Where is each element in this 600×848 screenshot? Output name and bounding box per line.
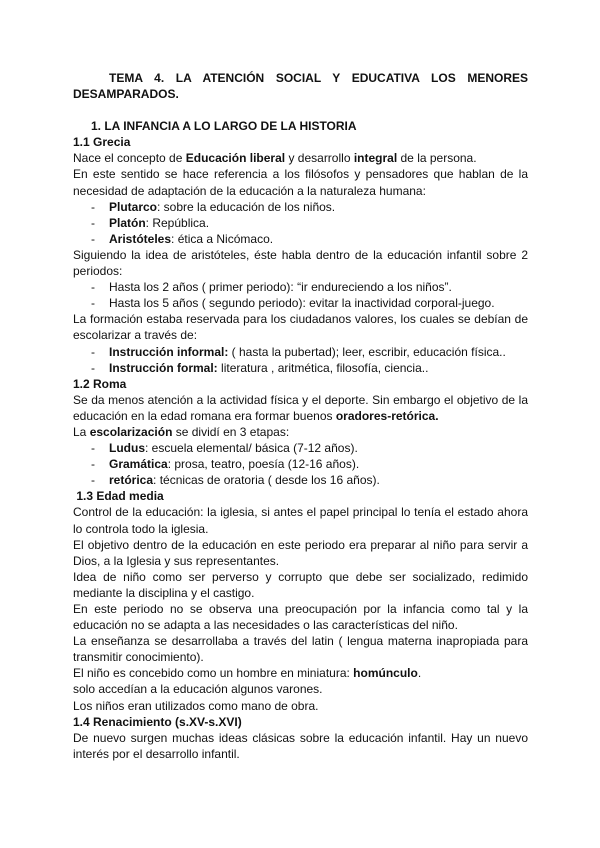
subsection-heading-edad-media: 1.3 Edad media bbox=[73, 489, 164, 504]
paragraph: Control de la educación: la iglesia, si antes el papel principal lo tenía el estado ahora lo controla todo la iglesia. bbox=[73, 505, 528, 536]
paragraph: En este periodo no se observa una preocupación por la infancia como tal y la educación no se adapta a las necesidades o las características del niño. bbox=[73, 602, 528, 633]
bullet-list bbox=[73, 440, 528, 488]
subsection-heading-roma: 1.2 Roma bbox=[73, 376, 127, 391]
section-heading-infancia: 1. LA INFANCIA A LO LARGO DE LA HISTORIA bbox=[91, 119, 357, 134]
list-item: - Aristóteles: ética a Nicómaco. bbox=[91, 231, 274, 246]
subsection-heading-renacimiento: 1.4 Renacimiento (s.XV-s.XVI) bbox=[73, 714, 242, 729]
bullet-list bbox=[73, 344, 528, 376]
list-item: - Hasta los 5 años ( segundo periodo): evitar la inactividad corporal-juego. bbox=[91, 296, 495, 311]
list-item: - Instrucción formal: literatura , aritmética, filosofía, ciencia.. bbox=[91, 360, 429, 375]
list-item: - Ludus: escuela elemental/ básica (7-12 años). bbox=[91, 441, 358, 456]
list-item: - retórica: técnicas de oratoria ( desde los 16 años). bbox=[91, 473, 380, 488]
paragraph: De nuevo surgen muchas ideas clásicas sobre la educación infantil. Hay un nuevo interés por el desarrollo infantil. bbox=[73, 730, 528, 761]
paragraph: La formación estaba reservada para los ciudadanos valores, los cuales se debían de escolarizar a través de: bbox=[73, 312, 528, 343]
paragraph: Nace el concepto de Educación liberal y desarrollo integral de la persona. bbox=[73, 151, 477, 166]
paragraph: La escolarización se dividí en 3 etapas: bbox=[73, 424, 290, 439]
paragraph: Se da menos atención a la actividad física y el deporte. Sin embargo el objetivo de la educación en la edad romana era formar buenos oradores-retórica. bbox=[73, 392, 528, 423]
bullet-list bbox=[73, 279, 528, 311]
paragraph: La enseñanza se desarrollaba a través del latin ( lengua materna inapropiada para transmitir conocimiento). bbox=[73, 634, 528, 665]
paragraph: El niño es concebido como un hombre en miniatura: homúnculo. bbox=[73, 666, 422, 681]
bullet-list bbox=[73, 199, 528, 247]
list-item: - Plutarco: sobre la educación de los niños. bbox=[91, 199, 336, 214]
paragraph: Los niños eran utilizados como mano de obra. bbox=[73, 698, 319, 713]
subsection-heading-grecia: 1.1 Grecia bbox=[73, 135, 131, 150]
list-item: - Instrucción informal: ( hasta la pubertad); leer, escribir, educación física.. bbox=[91, 344, 506, 359]
document-page bbox=[73, 70, 528, 762]
paragraph: Siguiendo la idea de aristóteles, éste habla dentro de la educación infantil sobre 2 periodos: bbox=[73, 247, 528, 279]
paragraph: solo accedían a la educación algunos varones. bbox=[73, 682, 323, 697]
list-item: - Platón: República. bbox=[91, 215, 210, 230]
list-item: - Gramática: prosa, teatro, poesía (12-16 años). bbox=[91, 457, 360, 472]
paragraph: Idea de niño como ser perverso y corrupto que debe ser socializado, redimido mediante la disciplina y el castigo. bbox=[73, 569, 528, 600]
paragraph: En este sentido se hace referencia a los filósofos y pensadores que hablan de la necesidad de adaptación de la educación a la naturaleza humana: bbox=[73, 167, 528, 198]
paragraph: El objetivo dentro de la educación en este periodo era preparar al niño para servir a Dios, a la Iglesia y sus representantes. bbox=[73, 537, 528, 568]
document-title: TEMA 4. LA ATENCIÓN SOCIAL Y EDUCATIVA LOS MENORES DESAMPARADOS. bbox=[73, 71, 528, 102]
list-item: - Hasta los 2 años ( primer periodo): “ir endureciendo a los niños”. bbox=[91, 280, 452, 295]
